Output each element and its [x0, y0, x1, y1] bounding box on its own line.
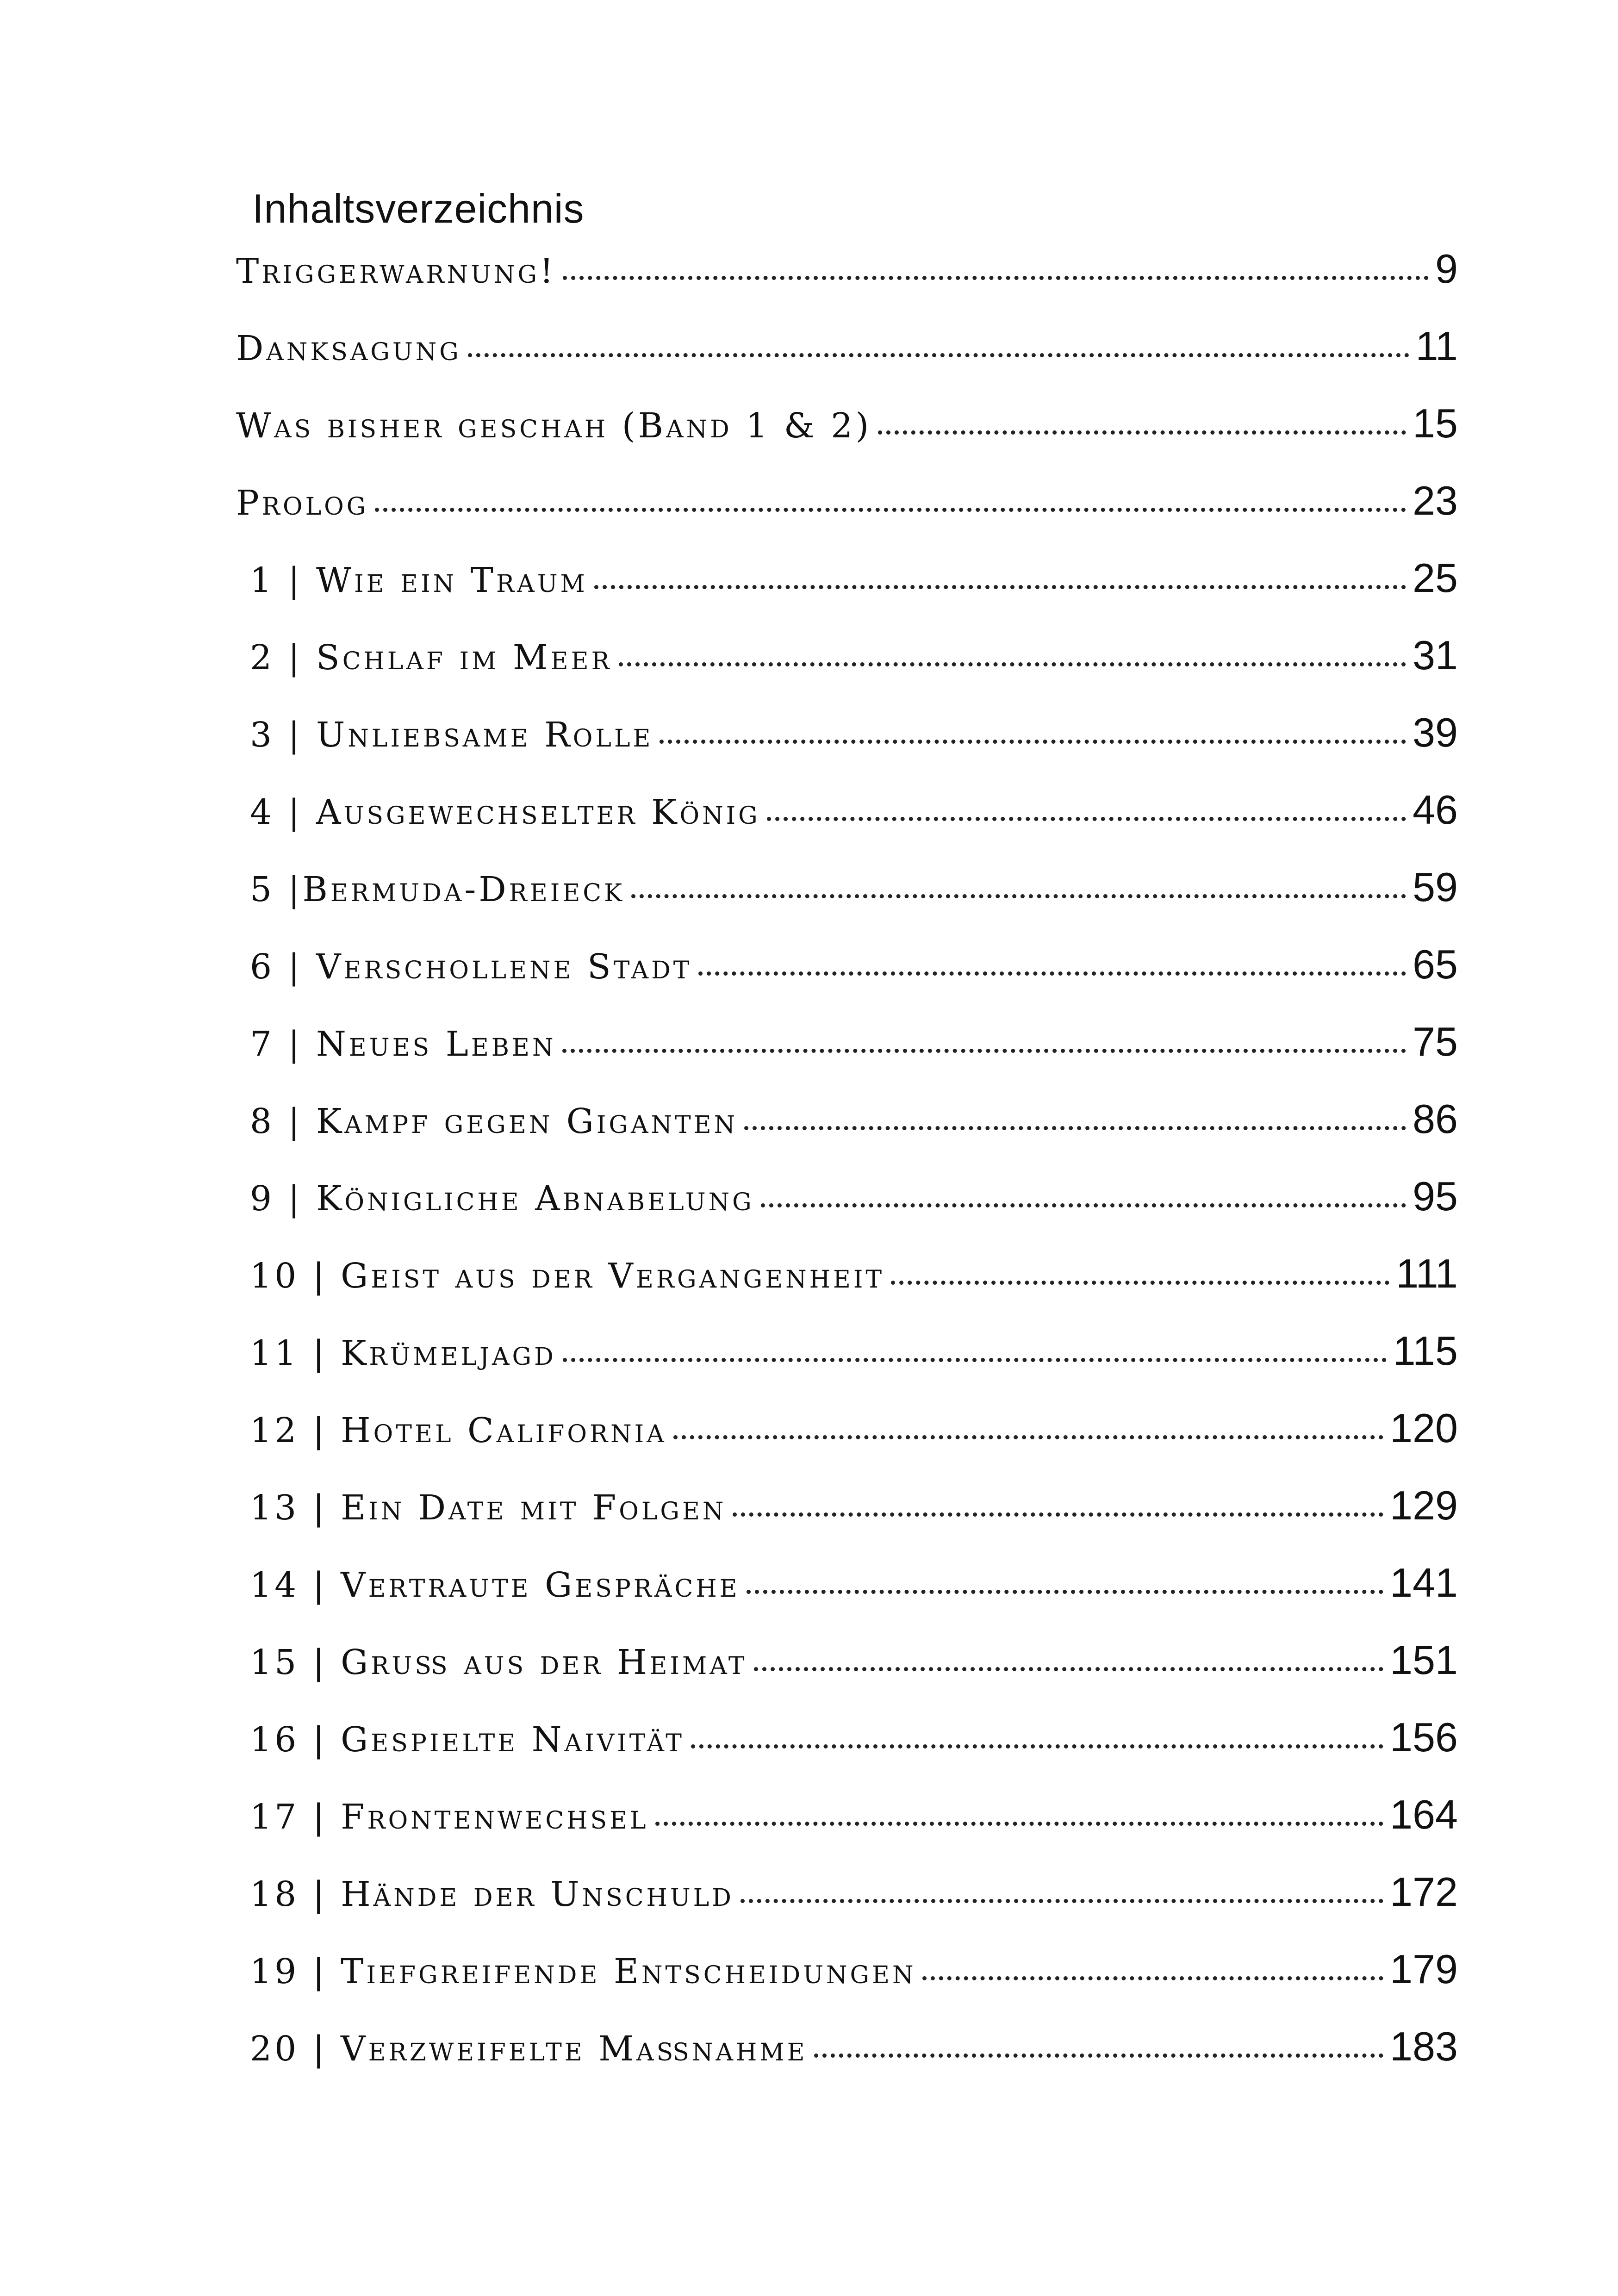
- toc-entry-title: Prolog: [236, 483, 369, 523]
- dot-leader: [631, 894, 1406, 898]
- toc-entry-title: 14 | Vertraute Gespräche: [250, 1565, 740, 1605]
- toc-entry-title: 17 | Frontenwechsel: [250, 1797, 649, 1837]
- dot-leader: [741, 1899, 1383, 1903]
- toc-entry[interactable]: [236, 941, 1458, 1018]
- dot-leader: [655, 1822, 1384, 1826]
- toc-entry-page-number: 15: [1413, 400, 1458, 446]
- toc-entry-title: 9 | Königliche Abnabelung: [250, 1179, 754, 1219]
- toc-entry-page-number: 172: [1390, 1869, 1458, 1915]
- toc-entry-page-number: 115: [1393, 1328, 1458, 1374]
- dot-leader: [761, 1203, 1406, 1207]
- toc-entry-page-number: 179: [1390, 1946, 1458, 1992]
- toc-entry[interactable]: [236, 323, 1458, 400]
- dot-leader: [660, 740, 1406, 744]
- toc-entry[interactable]: [236, 1250, 1458, 1327]
- toc-entry-page-number: 156: [1390, 1714, 1458, 1760]
- dot-leader: [619, 662, 1406, 666]
- toc-entry[interactable]: [236, 554, 1458, 632]
- toc-entry[interactable]: [236, 864, 1458, 941]
- toc-entry-title: 19 | Tiefgreifende Entscheidungen: [250, 1952, 916, 1991]
- toc-entry-page-number: 151: [1390, 1637, 1458, 1683]
- dot-leader: [733, 1512, 1383, 1517]
- toc-entry[interactable]: [236, 1095, 1458, 1173]
- toc-entry-page-number: 86: [1413, 1096, 1458, 1142]
- dot-leader: [891, 1281, 1389, 1285]
- toc-entry-page-number: 141: [1390, 1560, 1458, 1605]
- toc-entry-page-number: 59: [1413, 864, 1458, 910]
- toc-entry-title: 18 | Hände der Unschuld: [250, 1874, 734, 1914]
- toc-entry-page-number: 9: [1435, 246, 1458, 292]
- toc-entry-page-number: 31: [1413, 632, 1458, 678]
- dot-leader: [673, 1435, 1383, 1439]
- toc-entry[interactable]: [236, 632, 1458, 709]
- toc-entry-page-number: 95: [1413, 1173, 1458, 1219]
- toc-entry-page-number: 25: [1413, 555, 1458, 601]
- dot-leader: [594, 585, 1406, 589]
- dot-leader: [691, 1744, 1383, 1748]
- toc-entry-title: Was bisher geschah (Band 1 & 2): [236, 406, 872, 446]
- toc-entry[interactable]: [236, 477, 1458, 554]
- toc-entry[interactable]: [236, 1327, 1458, 1405]
- dot-leader: [744, 1126, 1406, 1130]
- toc-entry[interactable]: [236, 786, 1458, 864]
- toc-entry-page-number: 111: [1396, 1251, 1458, 1296]
- dot-leader: [698, 971, 1406, 976]
- toc-entry-title: 1 | Wie ein Traum: [250, 560, 588, 600]
- toc-entry[interactable]: [236, 1559, 1458, 1636]
- dot-leader: [562, 1049, 1406, 1053]
- toc-entry[interactable]: [236, 1636, 1458, 1714]
- toc-entry[interactable]: [236, 1018, 1458, 1095]
- toc-entry-title: 13 | Ein Date mit Folgen: [250, 1488, 727, 1528]
- toc-entry-page-number: 75: [1413, 1019, 1458, 1064]
- toc-entry[interactable]: [236, 1405, 1458, 1482]
- toc-entry-title: 16 | Gespielte Naivität: [250, 1720, 685, 1760]
- toc-entry-page-number: 164: [1390, 1792, 1458, 1837]
- dot-leader: [468, 353, 1409, 357]
- toc-entry-title: 7 | Neues Leben: [250, 1024, 556, 1064]
- toc-entry-title: 4 | Ausgewechselter König: [250, 792, 760, 832]
- toc-entry-title: 5 |Bermuda-Dreieck: [250, 870, 625, 909]
- toc-entry-title: 3 | Unliebsame Rolle: [250, 715, 653, 755]
- toc-entry[interactable]: [236, 1946, 1458, 2023]
- toc-entry-title: 20 | Verzweifelte Maßnahme: [250, 2029, 808, 2069]
- toc-entry-title: 2 | Schlaf im Meer: [250, 638, 612, 678]
- dot-leader: [563, 276, 1429, 280]
- dot-leader: [563, 1358, 1387, 1362]
- toc-entry[interactable]: [236, 245, 1458, 323]
- toc-entry[interactable]: [236, 709, 1458, 786]
- dot-leader: [922, 1976, 1383, 1980]
- dot-leader: [747, 1590, 1384, 1594]
- toc-entry-title: Danksagung: [236, 329, 461, 368]
- toc-entry-page-number: 65: [1413, 941, 1458, 987]
- table-of-contents: [236, 245, 1458, 2100]
- toc-entry[interactable]: [236, 1482, 1458, 1559]
- toc-entry-page-number: 23: [1413, 478, 1458, 523]
- toc-heading: Inhaltsverzeichnis: [252, 186, 585, 231]
- toc-entry-title: 12 | Hotel California: [250, 1411, 667, 1450]
- toc-entry-page-number: 11: [1415, 323, 1458, 369]
- toc-entry-title: 15 | Gruß aus der Heimat: [250, 1643, 747, 1682]
- dot-leader: [767, 817, 1406, 821]
- toc-entry-title: 10 | Geist aus der Vergangenheit: [250, 1256, 885, 1296]
- toc-entry[interactable]: [236, 1791, 1458, 1868]
- dot-leader: [375, 508, 1406, 512]
- toc-entry[interactable]: [236, 1714, 1458, 1791]
- toc-entry[interactable]: [236, 2023, 1458, 2100]
- toc-entry[interactable]: [236, 1173, 1458, 1250]
- toc-entry[interactable]: [236, 1868, 1458, 1946]
- toc-entry-page-number: 129: [1390, 1482, 1458, 1528]
- toc-entry-page-number: 183: [1390, 2023, 1458, 2069]
- toc-entry-title: 11 | Krümeljagd: [250, 1333, 556, 1373]
- toc-entry[interactable]: [236, 400, 1458, 477]
- toc-entry-title: 6 | Verschollene Stadt: [250, 947, 692, 987]
- toc-entry-page-number: 39: [1413, 709, 1458, 755]
- toc-entry-title: Triggerwarnung!: [236, 251, 556, 291]
- dot-leader: [878, 430, 1406, 435]
- toc-entry-title: 8 | Kampf gegen Giganten: [250, 1101, 738, 1141]
- dot-leader: [814, 2053, 1384, 2058]
- toc-entry-page-number: 120: [1390, 1405, 1458, 1451]
- dot-leader: [754, 1667, 1384, 1671]
- toc-entry-page-number: 46: [1413, 787, 1458, 833]
